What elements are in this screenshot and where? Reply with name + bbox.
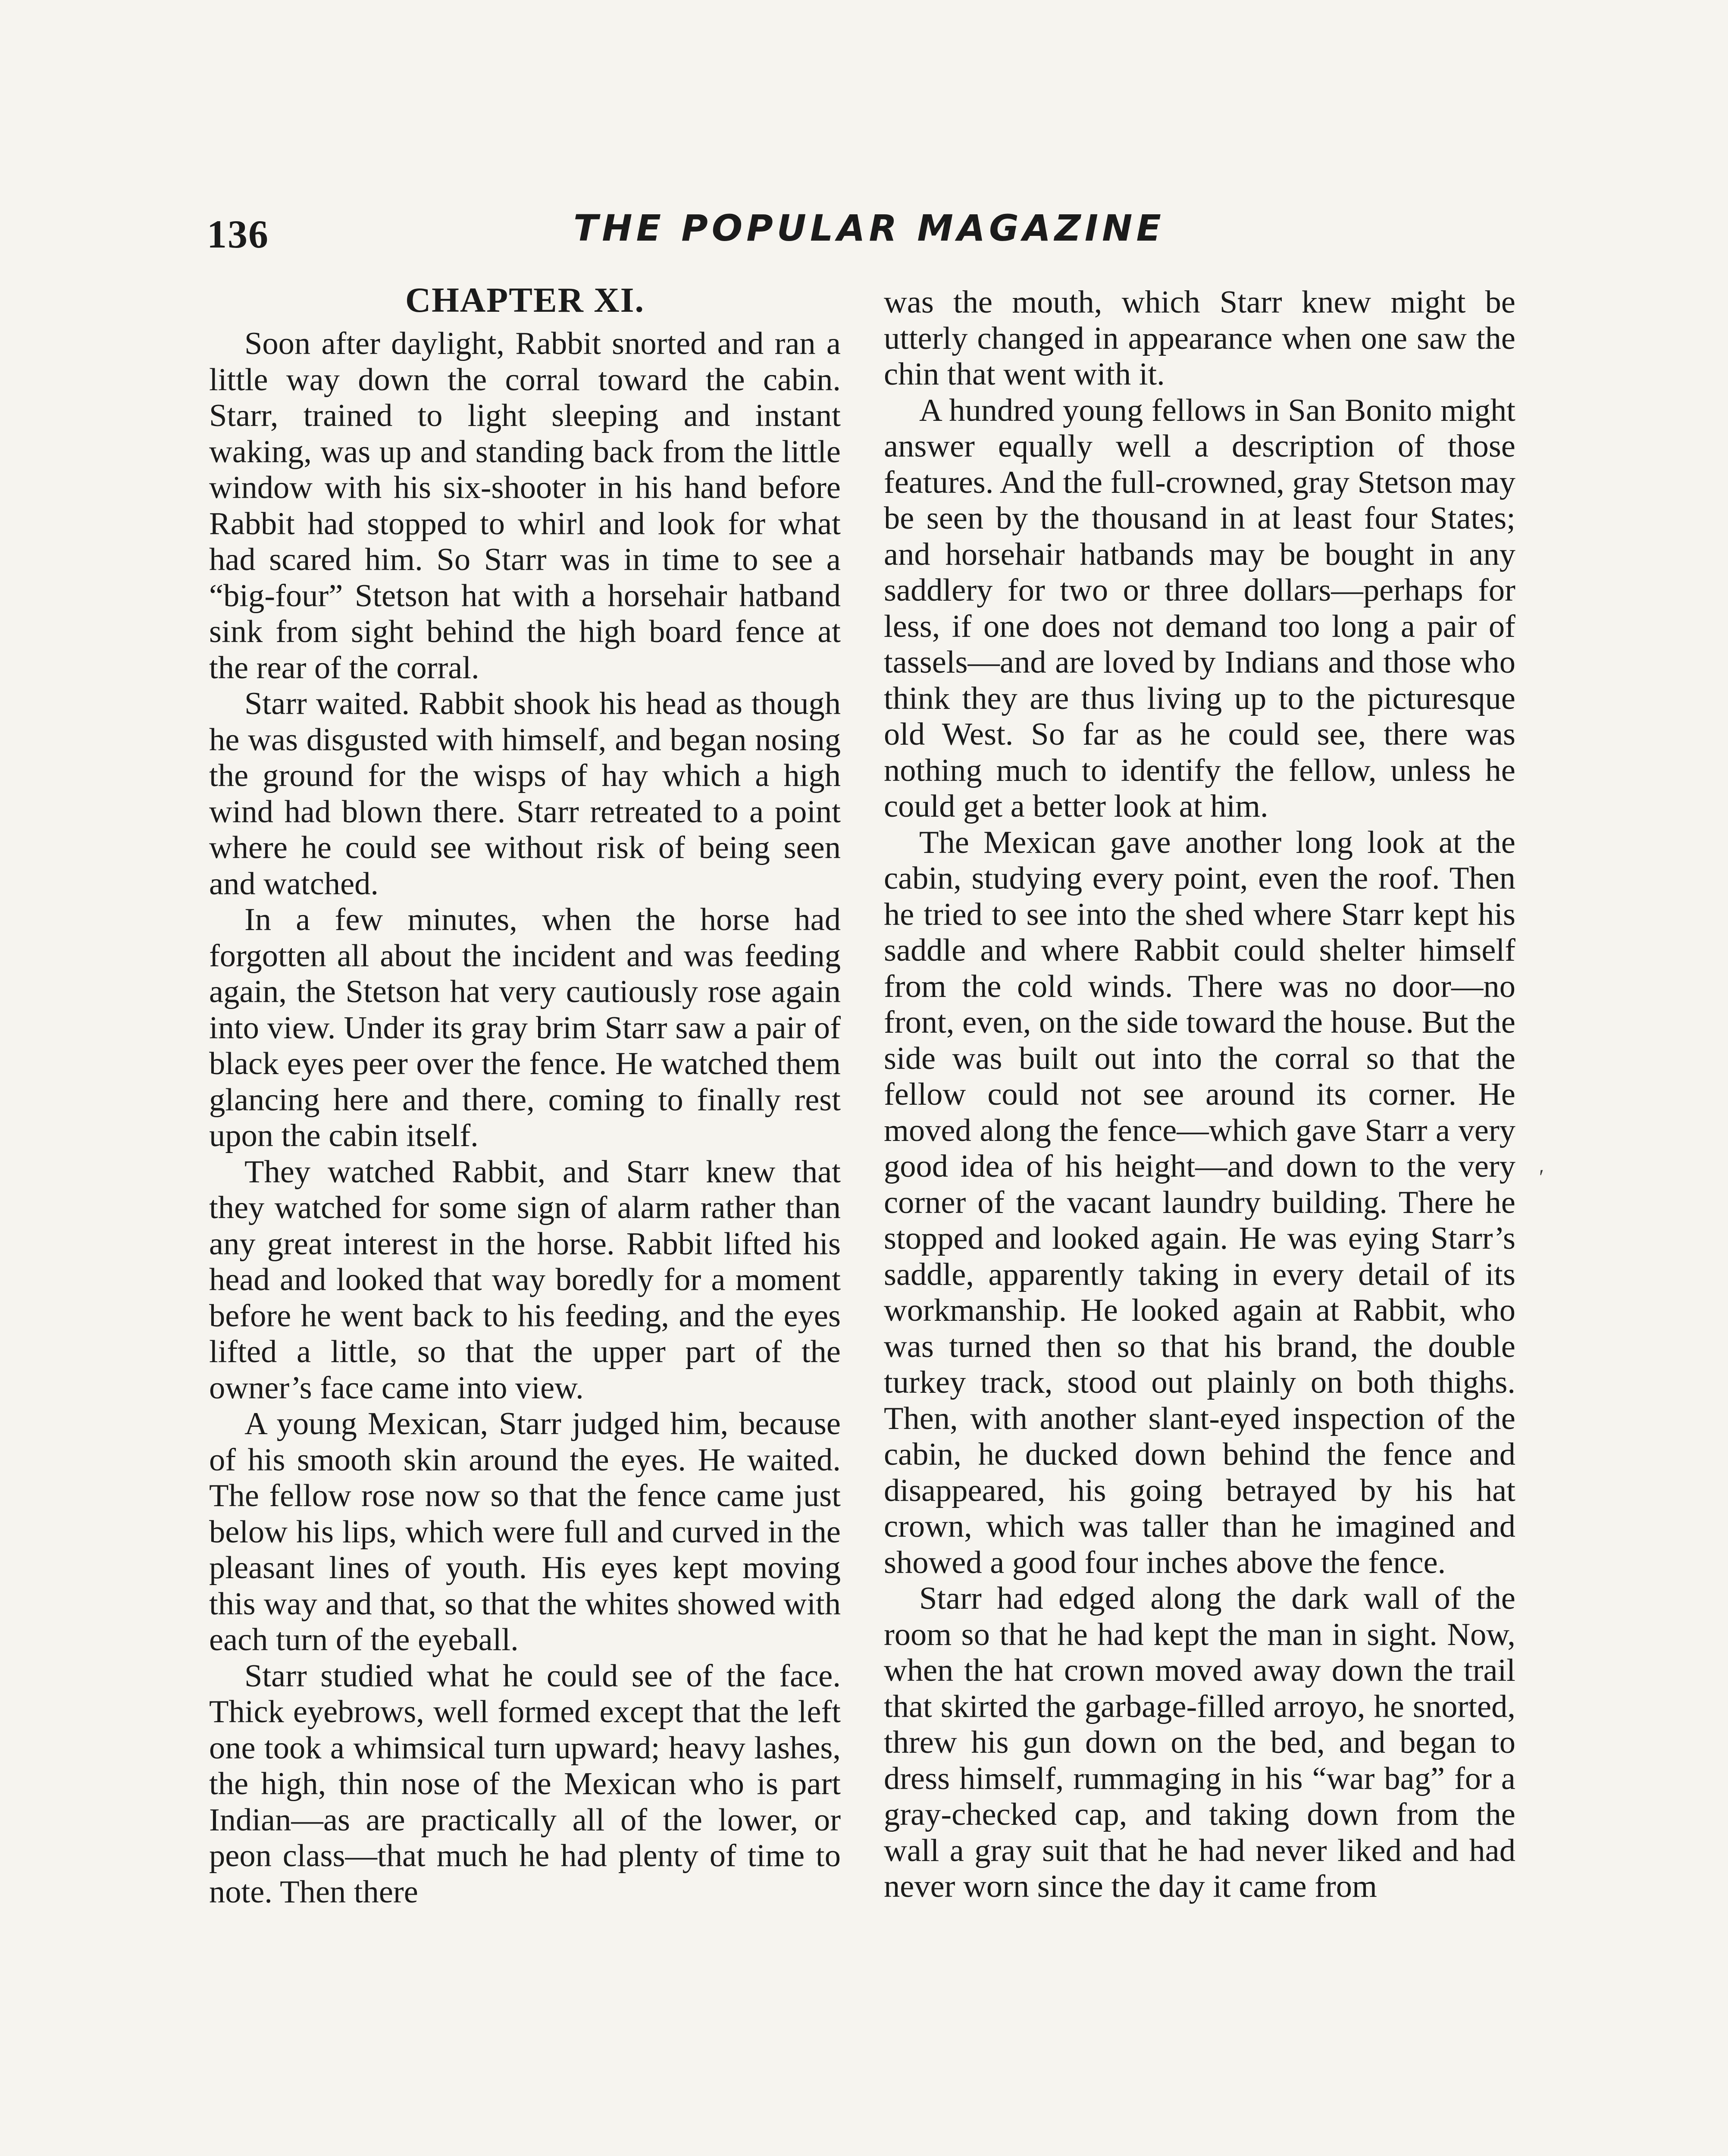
paragraph: A young Mexican, Starr judged him, because of his smooth skin around the eyes. He waited. The fellow rose now so that the fence came just below his lips, which were full and curved in the pleasant lines of youth. His eyes kept moving this way and that, so that the whites showed with each turn of the eyeball. [209, 1406, 841, 1658]
paragraph: The Mexican gave another long look at the cabin, studying every point, even the roof. Then he tried to see into the shed where Starr kept his saddle and where Rabbit could shelter himself from the cold winds. There was no door—no front, even, on the side toward the house. But the side was built out into the corral so that the fellow could not see around its corner. He moved along the fence—which gave Starr a very good idea of his height—and down to the very corner of the vacant laundry building. There he stopped and looked again. He was eying Starr’s saddle, apparently taking in every detail of its workmanship. He looked again at Rabbit, who was turned then so that his brand, the double turkey track, stood out plainly on both thighs. Then, with another slant-eyed inspection of the cabin, he ducked down behind the fence and disappeared, his going betrayed by his hat crown, which was taller than he imagined and showed a good four inches above the fence. [884, 824, 1515, 1580]
left-column [209, 280, 841, 1910]
page-number: 136 [207, 212, 269, 256]
chapter-title: CHAPTER XI. [405, 280, 645, 320]
magazine-title: THE POPULAR MAGAZINE [573, 207, 1165, 249]
continued-paragraph: was the mouth, which Starr knew might be utterly changed in appearance when one saw the chin that went with it. [884, 285, 1515, 392]
paragraph: Starr had edged along the dark wall of the room so that he had kept the man in sight. Now, when the hat crown moved away down the trail that skirted the garbage-filled arroyo, he snorted, threw his gun down on the bed, and began to dress himself, rummaging in his “war bag” for a gray-checked cap, and taking down from the wall a gray suit that he had never liked and had never worn since the day it came from [884, 1581, 1515, 1904]
paragraph: Soon after daylight, Rabbit snorted and ran a little way down the corral toward the cabin. Starr, trained to light sleeping and instant waking, was up and standing back from the little window with his six-shooter in his hand before Rabbit had stopped to whirl and look for what had scared him. So Starr was in time to see a “big-four” Stetson hat with a horsehair hatband sink from sight behind the high board fence at the rear of the corral. [209, 326, 841, 686]
paragraph: Starr waited. Rabbit shook his head as though he was disgusted with himself, and began nosing the ground for the wisps of hay which a high wind had blown there. Starr retreated to a point where he could see without risk of being seen and watched. [209, 686, 841, 902]
running-head [207, 203, 1518, 263]
paragraph: A hundred young fellows in San Bonito might answer equally well a description of those features. And the full-crowned, gray Stetson may be seen by the thousand in at least four States; and horsehair hatbands may be bought in any saddlery for two or three dollars—perhaps for less, if one does not demand too long a pair of tassels—and are loved by Indians and those who think they are thus living up to the picturesque old West. So far as he could see, there was nothing much to identify the fellow, unless he could get a better look at him. [884, 392, 1515, 824]
paragraph: In a few minutes, when the horse had forgotten all about the incident and was feeding again, the Stetson hat very cautiously rose again into view. Under its gray brim Starr saw a pair of black eyes peer over the fence. He watched them glancing here and there, coming to finally rest upon the cabin itself. [209, 902, 841, 1153]
right-column [884, 285, 1515, 1905]
paragraph: Starr studied what he could see of the face. Thick eyebrows, well formed except that the left one took a whimsical turn upward; heavy lashes, the high, thin nose of the Mexican who is part Indian—as are practically all of the lower, or peon class—that much he had plenty of time to note. Then there [209, 1658, 841, 1910]
stray-print-mark: ′ [1539, 1165, 1544, 1189]
paragraph: They watched Rabbit, and Starr knew that they watched for some sign of alarm rather than any great interest in the horse. Rabbit lifted his head and looked that way boredly for a moment before he went back to his feeding, and the eyes lifted a little, so that the upper part of the owner’s face came into view. [209, 1154, 841, 1406]
